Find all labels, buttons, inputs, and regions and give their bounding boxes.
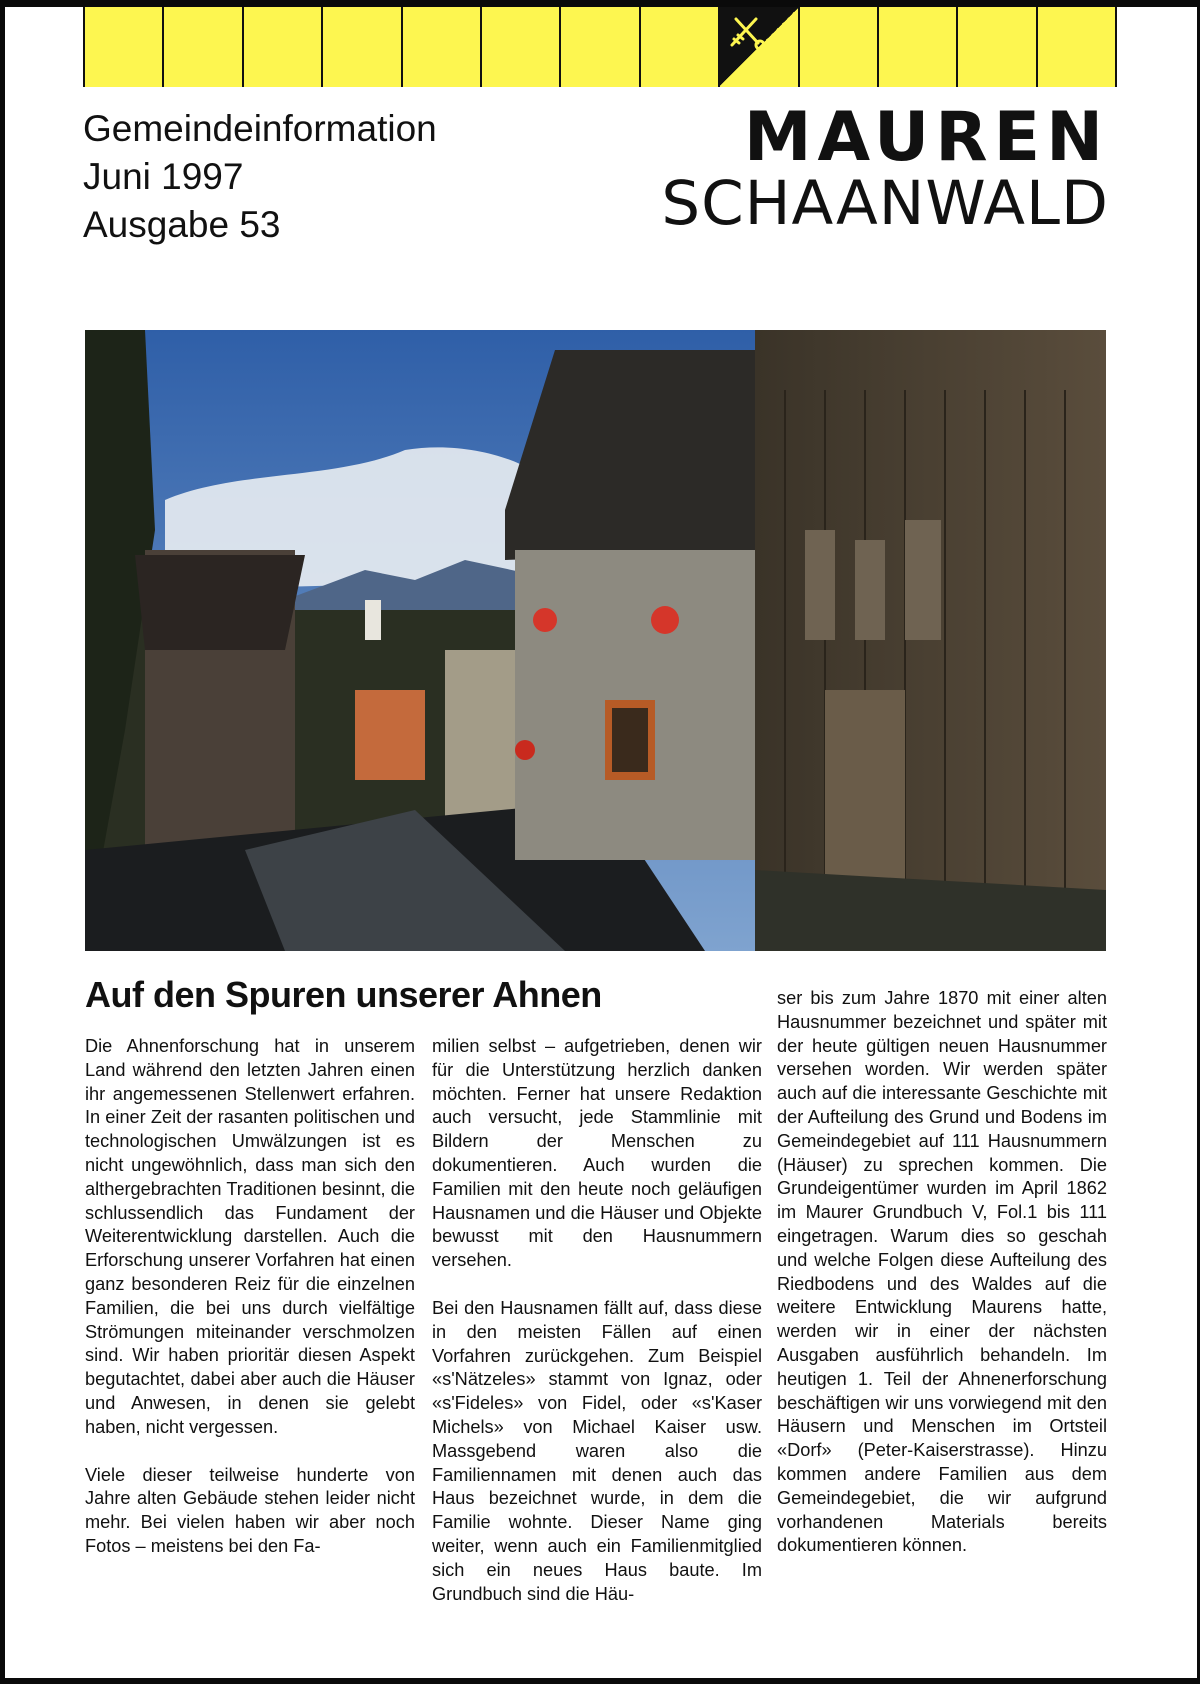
- paragraph: Viele dieser teilweise hunderte von Jahre alten Gebäude stehen leider nicht mehr. Bei vielen haben wir aber noch Fotos – meistens bei den Fa-: [85, 1464, 415, 1556]
- issue-number: Ausgabe 53: [83, 204, 281, 245]
- bar-cell: [879, 7, 958, 87]
- village-street-photo: [85, 330, 1106, 951]
- issue-info: [83, 105, 437, 249]
- bar-cell: [482, 7, 561, 87]
- masthead-title: MAUREN: [743, 98, 1109, 177]
- yellow-header-bar: [83, 7, 1117, 87]
- bar-cell: [1038, 7, 1115, 87]
- bar-cell: [323, 7, 402, 87]
- paragraph: Bei den Hausnamen fällt auf, dass diese in den meisten Fällen auf einen Vorfahren zurückgehen. Zum Beispiel «s'Nätzeles» stammt von Ignaz, oder «s'Fideles» von Fidel, oder «s'Kaser Michels» von Michael Kaiser usw. Massgebend waren also die Familiennamen mit denen auch das Haus bezeichnet wurde, in dem die Familie wohnte. Dieser Name ging weiter, wenn auch ein Familienmitglied sich ein neues Haus baute. Im Grundbuch sind die Häu-: [432, 1297, 762, 1604]
- article-headline: Auf den Spuren unserer Ahnen: [85, 974, 602, 1015]
- crossed-keys-icon: [720, 7, 799, 87]
- paragraph: Die Ahnenforschung hat in unserem Land während den letzten Jahren einen ihr angemessenen Stellenwert erfahren. In einer Zeit der rasanten politischen und technologischen Umwälzungen ist es nicht ungewöhnlich, dass man sich den althergebrachten Traditionen besinnt, die schlussendlich das Fundament der Weiterentwicklung darstellen. Auch die Erforschung unserer Vorfahren hat einen ganz besonderen Reiz für die einzelnen Familien, die bei uns durch vielfältige Strömungen miteinander verschmolzen sind. Wir haben prioritär diesen Aspekt begutachtet, dabei aber auch die Häuser und Anwesen, in denen sie gelebt haben, nicht vergessen.: [85, 1036, 415, 1437]
- bar-cell: [403, 7, 482, 87]
- bar-cell: [641, 7, 720, 87]
- article-column-1: [85, 1035, 415, 1583]
- publication-name: Gemeindeinformation: [83, 108, 437, 149]
- article-column-2: [432, 1035, 762, 1630]
- article-column-3: [777, 987, 1107, 1582]
- bar-cell: [244, 7, 323, 87]
- issue-date: Juni 1997: [83, 156, 244, 197]
- paragraph: ser bis zum Jahre 1870 mit einer alten Hausnummer bezeichnet und später mit der heute gültigen neuen Hausnummer versehen worden. Wir werden später auch auf die interessante Geschichte mit der Aufteilung des Grund und Bodens im Gemeindegebiet auf 111 Hausnummern (Häuser) zu sprechen kommen. Die Grundeigentümer wurden im April 1862 im Maurer Grundbuch V, Fol.1 bis 111 eingetragen. Warum dies so geschah und welche Folgen diese Aufteilung des Riedbodens und des Waldes auf die weitere Entwicklung Maurens hatte, werden wir in einer der nächsten Ausgaben ausführlich behandeln. Im heutigen 1. Teil der Ahnenerforschung beschäftigen wir uns vorwiegend mit den Häusern und Menschen im Ortsteil «Dorf» (Peter-Kaiserstrasse). Hinzu kommen andere Familien aus dem Gemeindegebiet, die wir aufgrund vorhandenen Materials bereits dokumentieren können.: [777, 988, 1107, 1556]
- bar-cell: [561, 7, 640, 87]
- bar-cell: [800, 7, 879, 87]
- paragraph: milien selbst – aufgetrieben, denen wir für die Unterstützung herzlich danken möchten. Ferner hat unsere Redaktion auch versucht, jede Stammlinie mit Bildern der Menschen zu dokumentieren. Auch wurden die Familien mit den heute noch geläufigen Hausnamen und die Häuser und Objekte bewusst mit den Hausnummern versehen.: [432, 1036, 762, 1271]
- masthead-subtitle: SCHAANWALD: [661, 168, 1109, 239]
- bar-cell: [164, 7, 243, 87]
- masthead: [661, 98, 1109, 239]
- bar-cell: [958, 7, 1037, 87]
- newsletter-page: [5, 7, 1197, 1678]
- bar-cell: [85, 7, 164, 87]
